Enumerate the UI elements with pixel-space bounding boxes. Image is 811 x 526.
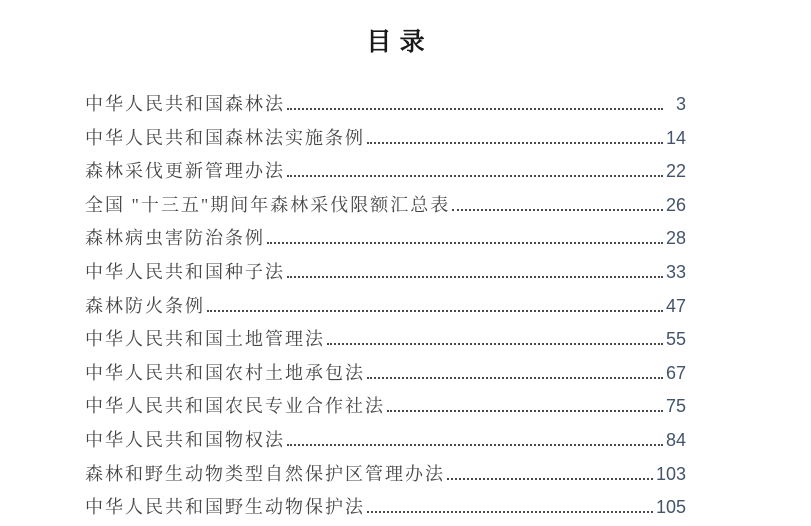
toc-entry[interactable]	[85, 464, 686, 498]
toc-entry[interactable]	[85, 329, 686, 363]
dotted-leader	[267, 228, 663, 244]
toc-entry-page-number: 67	[665, 362, 686, 383]
toc-entry-title: 森林和野生动物类型自然保护区管理办法	[85, 463, 445, 484]
toc-entry-page-number: 22	[665, 161, 686, 182]
toc-entry-title: 中华人民共和国农村土地承包法	[85, 362, 365, 383]
toc-entry-page-number: 26	[665, 194, 686, 215]
toc-entry-title: 中华人民共和国土地管理法	[85, 329, 325, 350]
dotted-leader	[287, 94, 663, 110]
toc-entry-title: 中华人民共和国种子法	[85, 261, 285, 282]
toc-entry[interactable]	[85, 396, 686, 430]
dotted-leader	[287, 161, 663, 177]
toc-entry-title: 中华人民共和国森林法	[85, 94, 285, 114]
toc-entry[interactable]	[85, 94, 686, 128]
toc-title: 目 录	[366, 29, 426, 56]
toc-entry-page-number: 75	[665, 396, 686, 417]
dotted-leader	[447, 464, 653, 480]
toc-entry[interactable]	[85, 497, 686, 526]
toc-entry[interactable]	[85, 161, 686, 195]
dotted-leader	[367, 363, 663, 379]
toc-entry-title: 中华人民共和国野生动物保护法	[85, 497, 365, 518]
toc-entry-title: 森林病虫害防治条例	[85, 228, 265, 249]
toc-entry-title: 全国 "十三五"期间年森林采伐限额汇总表	[85, 194, 451, 215]
toc-entry-title: 森林防火条例	[85, 295, 205, 316]
toc-entry-title: 森林采伐更新管理办法	[85, 161, 285, 182]
dotted-leader	[387, 396, 663, 412]
dotted-leader	[287, 262, 663, 278]
toc-entry-page-number: 14	[665, 127, 686, 148]
dotted-leader	[287, 430, 663, 446]
toc-entry-page-number: 33	[665, 261, 686, 282]
toc-entry-page-number: 105	[655, 497, 686, 518]
toc-entry-page-number: 3	[675, 94, 686, 114]
toc-entry[interactable]	[85, 195, 686, 229]
dotted-leader	[207, 296, 663, 312]
toc-entry[interactable]	[85, 363, 686, 397]
toc-list	[85, 94, 686, 526]
toc-entry[interactable]	[85, 228, 686, 262]
toc-entry-page-number: 55	[665, 329, 686, 350]
toc-entry-page-number: 103	[655, 463, 686, 484]
toc-entry[interactable]	[85, 296, 686, 330]
dotted-leader	[452, 195, 663, 211]
toc-entry-page-number: 28	[665, 228, 686, 249]
toc-entry[interactable]	[85, 262, 686, 296]
toc-entry-page-number: 47	[665, 295, 686, 316]
toc-entry-title: 中华人民共和国森林法实施条例	[85, 127, 365, 148]
toc-entry-title: 中华人民共和国农民专业合作社法	[85, 396, 385, 417]
toc-entry[interactable]	[85, 430, 686, 464]
dotted-leader	[367, 497, 653, 513]
toc-entry-page-number: 84	[665, 429, 686, 450]
toc-entry-title: 中华人民共和国物权法	[85, 429, 285, 450]
toc-entry[interactable]	[85, 128, 686, 162]
dotted-leader	[367, 128, 663, 144]
dotted-leader	[327, 329, 663, 345]
